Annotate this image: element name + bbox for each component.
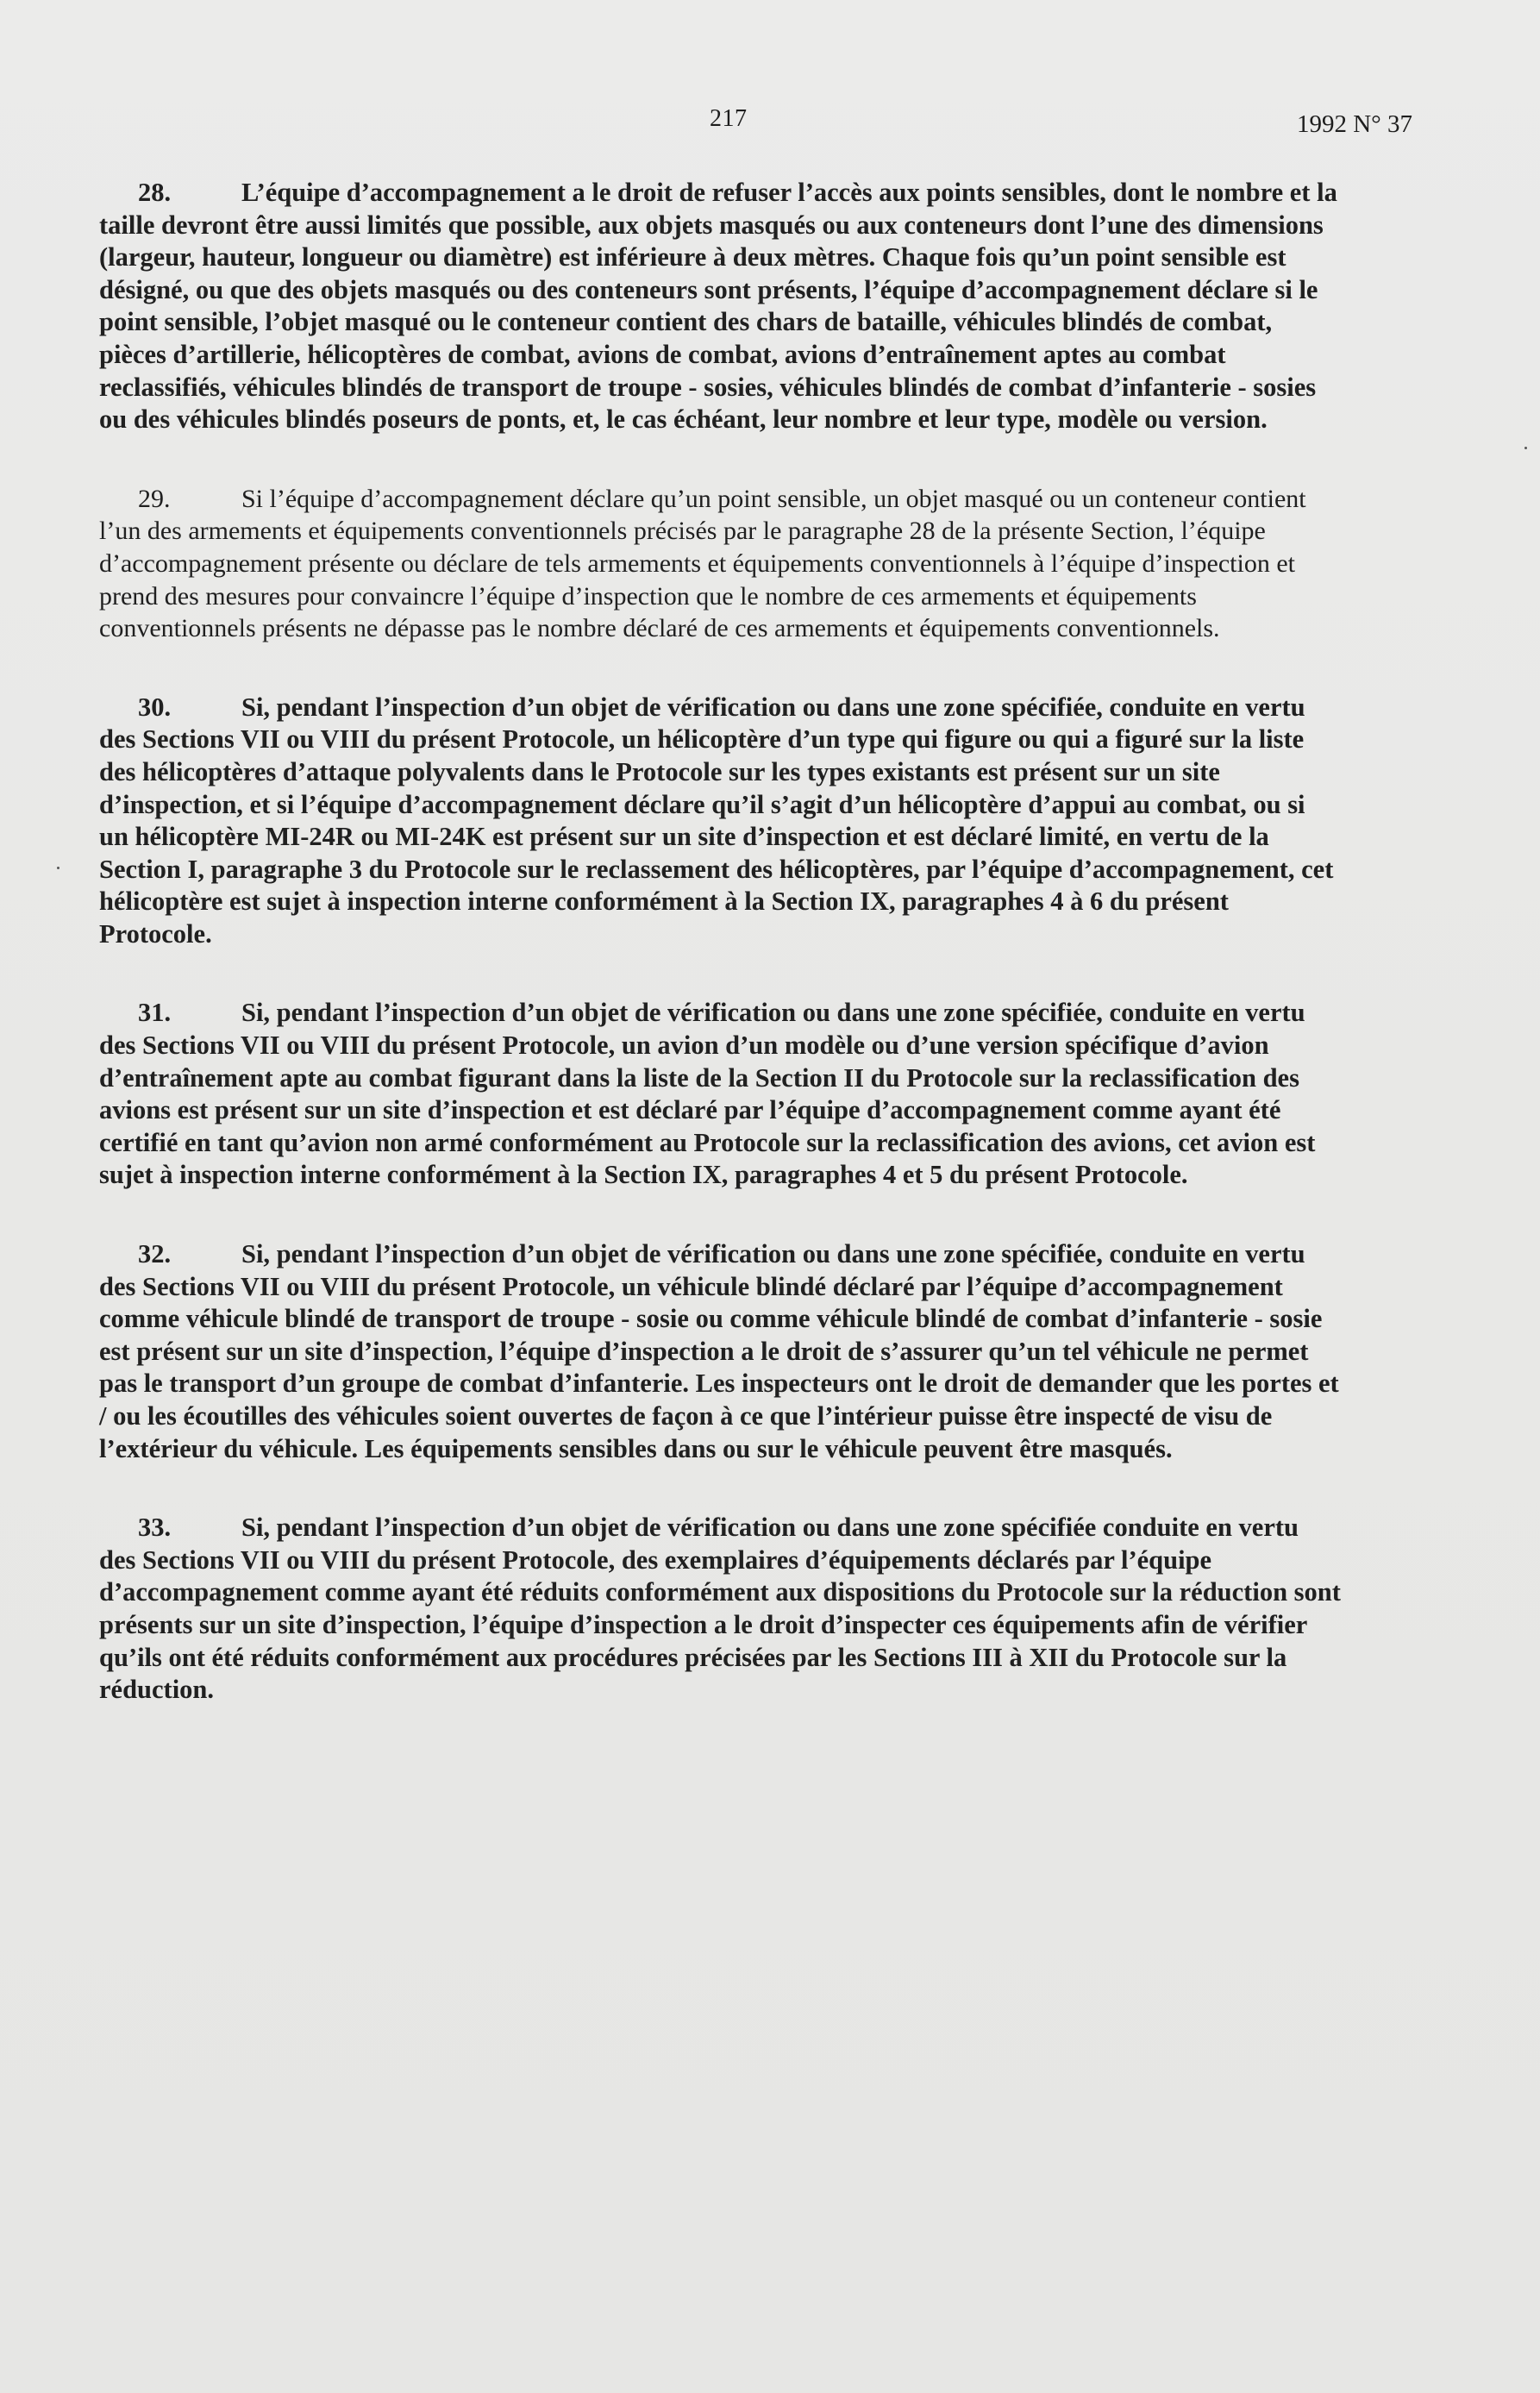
paragraph-number: 29. (138, 484, 171, 513)
paragraph-number: 32. (138, 1239, 172, 1269)
paragraph-text: Si, pendant l’inspection d’un objet de vérification ou dans une zone spécifiée, conduite en vertu des Sections VII ou VIII du présent Protocole, un hélicoptère d’un type qui figure ou qui a figuré sur la liste des hélicoptères d’attaque polyvalents dans le Protocole sur les types existants est présent sur un site d’inspection, et si l’équipe d’accompagnement déclare qu’il s’agit d’un hélicoptère d’appui au combat, ou si un hélicoptère MI-24R ou MI-24K est présent sur un site d’inspection et est déclaré limité, en vertu de la Section I, paragraphe 3 du Protocole sur le reclassement des hélicoptères, par l’équipe d’accompagnement, cet hélicoptère est sujet à inspection interne conformément à la Section IX, paragraphes 4 à 6 du présent Protocole. (99, 692, 1334, 949)
paragraph-32 (99, 1238, 1341, 1465)
paragraph-text: Si, pendant l’inspection d’un objet de vérification ou dans une zone spécifiée, conduite en vertu des Sections VII ou VIII du présent Protocole, un avion d’un modèle ou d’une version spécifique d’avion d’entraînement apte au combat figurant dans la liste de la Section II du Protocole sur la reclassification des avions est présent sur un site d’inspection et est déclaré par l’équipe d’accompagnement comme ayant été certifié en tant qu’avion non armé conformément au Protocole sur la reclassification des avions, cet avion est sujet à inspection interne conformément à la Section IX, paragraphes 4 et 5 du présent Protocole. (99, 998, 1316, 1190)
paragraph-text: Si, pendant l’inspection d’un objet de vérification ou dans une zone spécifiée, conduite en vertu des Sections VII ou VIII du présent Protocole, un véhicule blindé déclaré par l’équipe d’accompagnement comme véhicule blindé de transport de troupe - sosie ou comme véhicule blindé de combat d’infanterie - sosie est présent sur un site d’inspection, l’équipe d’inspection a le droit de s’assurer qu’un tel véhicule ne permet pas le transport d’un groupe de combat d’infanterie. Les inspecteurs ont le droit de demander que les portes et / ou les écoutilles des véhicules soient ouvertes de façon à ce que l’intérieur puisse être inspecté de visu de l’extérieur du véhicule. Les équipements sensibles dans ou sur le véhicule peuvent être masqués. (99, 1239, 1339, 1463)
paragraph-30 (99, 692, 1341, 951)
scan-speck (57, 867, 59, 869)
paragraph-text: L’équipe d’accompagnement a le droit de refuser l’accès aux points sensibles, dont le nombre et la taille devront être aussi limités que possible, aux objets masqués ou aux conteneurs dont l’une des dimensions (largeur, hauteur, longueur ou diamètre) est inférieure à deux mètres. Chaque fois qu’un point sensible est désigné, ou que des objets masqués ou des conteneurs sont présents, l’équipe d’accompagnement déclare si le point sensible, l’objet masqué ou le conteneur contient des chars de bataille, véhicules blindés de combat, pièces d’artillerie, hélicoptères de combat, avions de combat, avions d’entraînement aptes au combat reclassifiés, véhicules blindés de transport de troupe - sosies, véhicules blindés de combat d’infanterie - sosies ou des véhicules blindés poseurs de ponts, et, le cas échéant, leur nombre et leur type, modèle ou version. (99, 178, 1337, 435)
paragraph-text: Si, pendant l’inspection d’un objet de vérification ou dans une zone spécifiée conduite en vertu des Sections VII ou VIII du présent Protocole, des exemplaires d’équipements déclarés par l’équipe d’accompagnement comme ayant été réduits conformément aux dispositions du Protocole sur la réduction sont présents sur un site d’inspection, l’équipe d’inspection a le droit d’inspecter ces équipements afin de vérifier qu’ils ont été réduits conformément aux procédures précisées par les Sections III à XII du Protocole sur la réduction. (99, 1513, 1341, 1705)
paragraph-number: 31. (138, 998, 172, 1028)
paragraph-29 (99, 483, 1341, 645)
volume-number: 1992 N° 37 (1296, 110, 1412, 138)
paragraph-28 (99, 177, 1341, 436)
paragraph-31 (99, 997, 1341, 1192)
paragraph-number: 33. (138, 1513, 172, 1543)
paragraph-number: 28. (138, 178, 172, 207)
scan-speck (1524, 447, 1527, 449)
document-body (99, 177, 1341, 1753)
page-number: 217 (710, 105, 748, 132)
paragraph-text: Si l’équipe d’accompagnement déclare qu’un point sensible, un objet masqué ou un conteneur contient l’un des armements et équipements conventionnels précisés par le paragraphe 28 de la présente Section, l’équipe d’accompagnement présente ou déclare de tels armements et équipements conventionnels à l’équipe d’inspection et prend des mesures pour convaincre l’équipe d’inspection que le nombre de ces armements et équipements conventionnels présents ne dépasse pas le nombre déclaré de ces armements et équipements conventionnels. (99, 484, 1306, 643)
paragraph-33 (99, 1512, 1341, 1707)
paragraph-number: 30. (138, 692, 172, 722)
